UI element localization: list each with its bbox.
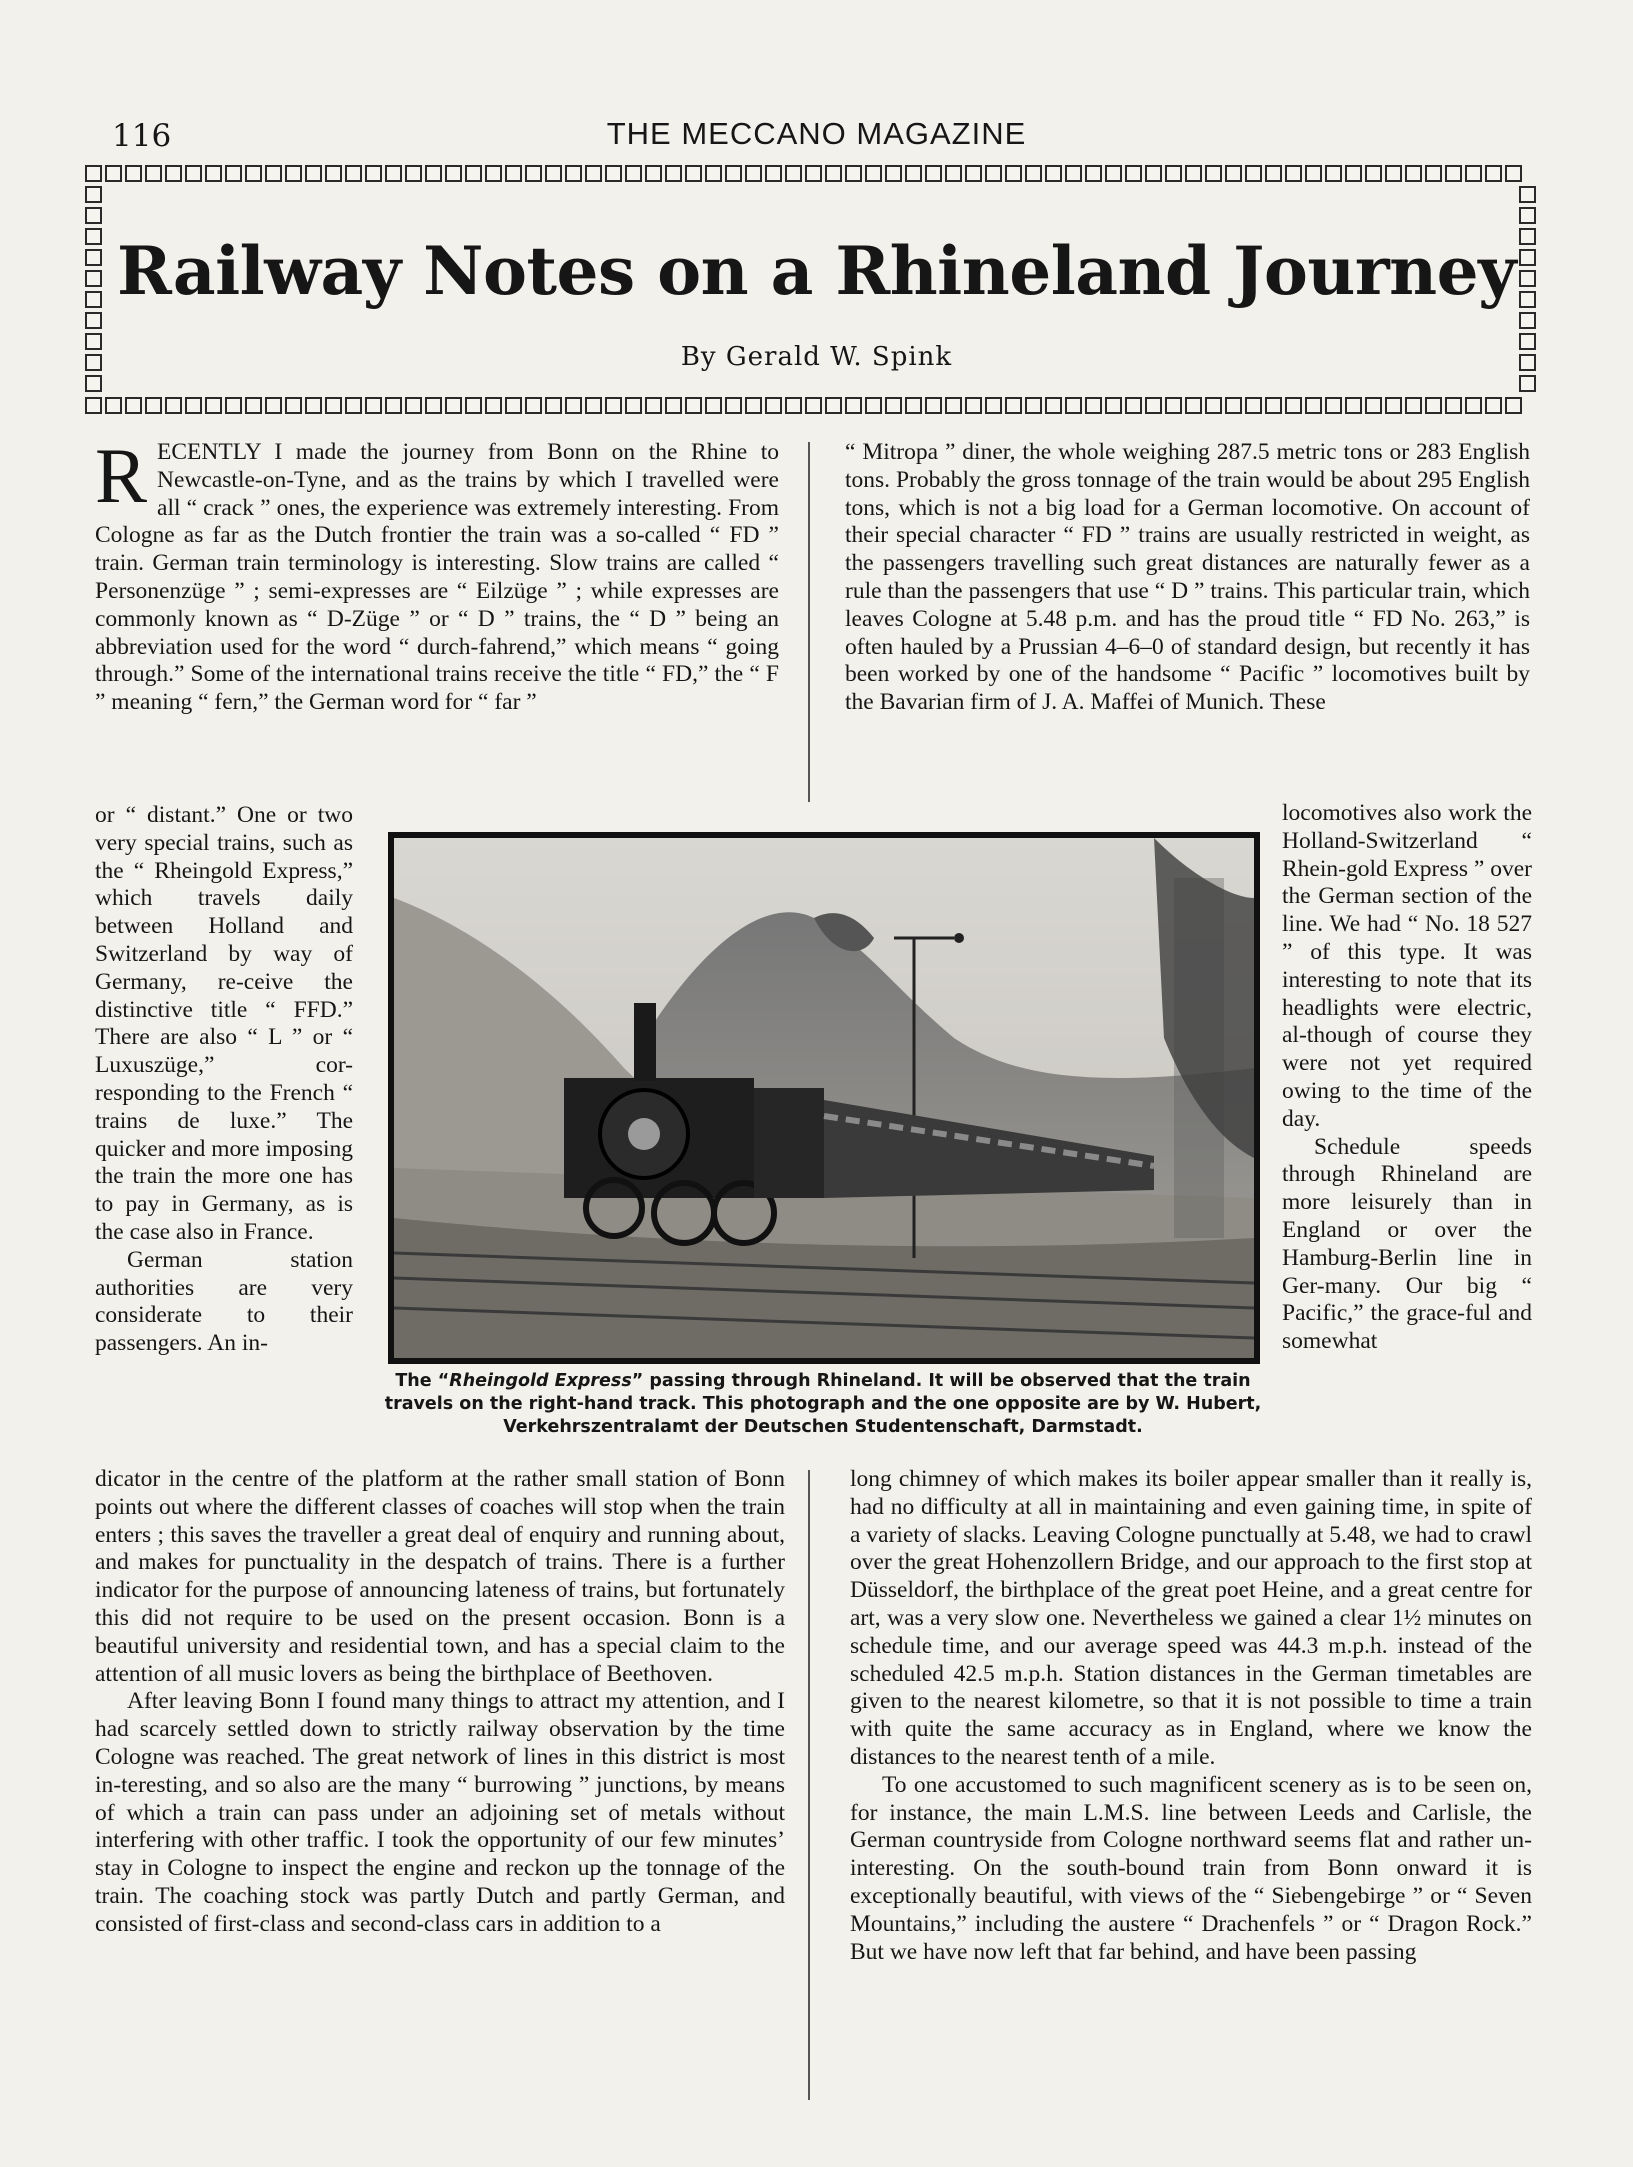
border-box-ornament <box>125 397 142 414</box>
border-box-ornament <box>1025 397 1042 414</box>
border-box-ornament <box>705 165 722 182</box>
border-box-ornament <box>125 165 142 182</box>
border-box-ornament <box>685 165 702 182</box>
column-right-bottom <box>850 1466 1532 1966</box>
train-photograph <box>388 832 1260 1364</box>
border-box-ornament <box>1225 165 1242 182</box>
border-box-ornament <box>1005 397 1022 414</box>
border-box-ornament <box>245 165 262 182</box>
border-box-ornament <box>1085 165 1102 182</box>
caption-text: ” passing through Rhineland. It will be observed that the train travels on the right-hand track. This photograph and the one opposite are by W. Hubert, Verkehrszentralamt der Deutschen Studentenschaft, Darmstadt. <box>384 1371 1262 1437</box>
running-head: THE MECCANO MAGAZINE <box>606 116 1027 151</box>
border-box-ornament <box>1085 397 1102 414</box>
border-box-ornament <box>105 397 122 414</box>
byline: By Gerald W. Spink <box>680 342 953 372</box>
border-box-ornament <box>1505 165 1522 182</box>
border-box-ornament <box>1519 375 1536 392</box>
border-box-ornament <box>1045 165 1062 182</box>
border-box-ornament <box>1425 165 1442 182</box>
column-left-top <box>95 432 779 717</box>
border-box-ornament <box>825 397 842 414</box>
border-box-ornament <box>965 397 982 414</box>
border-box-ornament <box>205 165 222 182</box>
border-box-ornament <box>1285 165 1302 182</box>
border-box-ornament <box>1425 397 1442 414</box>
border-box-ornament <box>1025 165 1042 182</box>
border-box-ornament <box>245 397 262 414</box>
border-box-ornament <box>865 165 882 182</box>
border-box-ornament <box>485 397 502 414</box>
border-box-ornament <box>85 375 102 392</box>
border-box-ornament <box>925 397 942 414</box>
border-box-ornament <box>1205 397 1222 414</box>
photo-caption <box>383 1370 1263 1439</box>
border-box-ornament <box>1505 397 1522 414</box>
page-number: 116 <box>112 118 172 154</box>
border-box-ornament <box>505 397 522 414</box>
paragraph: long chimney of which makes its boiler appear smaller than it really is, had no difficulty at all in maintaining and even gaining time, in spite of a variety of slacks. Leaving Cologne punctually at 5.48, we had to crawl over the great Hohenzollern Bridge, and our approach to the first stop at Düsseldorf, the birthplace of the great poet Heine, and a great centre for art, was a very slow one. Nevertheless we gained a clear 1½ minutes on schedule time, and our average speed was 44.3 m.p.h. instead of the scheduled 42.5 m.p.h. Station distances in the German timetables are given to the nearest kilometre, so that it is not possible to time a train with quite the same accuracy as in England, where we know the distances to the nearest tenth of a mile. <box>850 1466 1532 1770</box>
border-box-ornament <box>1305 165 1322 182</box>
column-right-top <box>845 439 1530 717</box>
border-box-ornament <box>1345 397 1362 414</box>
border-box-ornament <box>945 165 962 182</box>
border-box-ornament <box>585 165 602 182</box>
border-box-ornament <box>1285 397 1302 414</box>
border-box-ornament <box>645 397 662 414</box>
border-box-ornament <box>545 397 562 414</box>
border-box-ornament <box>385 165 402 182</box>
border-box-ornament <box>605 165 622 182</box>
border-box-ornament <box>1145 397 1162 414</box>
border-box-ornament <box>305 397 322 414</box>
border-box-ornament <box>1225 397 1242 414</box>
border-box-ornament <box>85 165 102 182</box>
column-left-narrow <box>95 802 353 1358</box>
border-box-ornament <box>445 397 462 414</box>
border-box-ornament <box>325 165 342 182</box>
border-box-ornament <box>785 397 802 414</box>
border-box-ornament <box>1185 165 1202 182</box>
border-box-ornament <box>285 397 302 414</box>
border-box-ornament <box>1485 165 1502 182</box>
border-box-ornament <box>1465 165 1482 182</box>
border-box-ornament <box>645 165 662 182</box>
border-box-ornament <box>1385 165 1402 182</box>
border-box-ornament <box>1265 397 1282 414</box>
border-box-ornament <box>1265 165 1282 182</box>
border-box-ornament <box>185 165 202 182</box>
border-box-ornament <box>1065 165 1082 182</box>
border-box-ornament <box>445 165 462 182</box>
border-box-ornament <box>325 397 342 414</box>
border-box-ornament <box>345 397 362 414</box>
border-box-ornament <box>145 165 162 182</box>
border-box-ornament <box>665 397 682 414</box>
border-box-ornament <box>945 397 962 414</box>
border-box-ornament <box>1065 397 1082 414</box>
border-box-ornament <box>1125 397 1142 414</box>
border-box-ornament <box>605 397 622 414</box>
border-box-ornament <box>425 397 442 414</box>
border-box-ornament <box>1519 207 1536 224</box>
border-box-ornament <box>865 397 882 414</box>
border-box-ornament <box>85 186 102 203</box>
border-box-ornament <box>1325 397 1342 414</box>
train-photo-illustration <box>394 838 1254 1358</box>
border-box-ornament <box>985 165 1002 182</box>
border-box-ornament <box>725 397 742 414</box>
column-rule-top <box>808 442 810 802</box>
border-box-ornament <box>265 397 282 414</box>
paragraph: Schedule speeds through Rhineland are more leisurely than in England or over the Hamburg-Berlin line in Ger-many. Our big “ Pacific,” the grace-ful and somewhat <box>1282 1133 1532 1355</box>
border-box-ornament <box>585 397 602 414</box>
border-box-ornament <box>385 397 402 414</box>
dropcap: R <box>95 432 148 519</box>
border-box-ornament <box>845 165 862 182</box>
border-box-ornament <box>345 165 362 182</box>
border-box-ornament <box>765 165 782 182</box>
border-box-ornament <box>1165 165 1182 182</box>
border-box-ornament <box>885 165 902 182</box>
border-box-ornament <box>165 397 182 414</box>
border-box-ornament <box>905 165 922 182</box>
border-box-ornament <box>485 165 502 182</box>
border-box-ornament <box>105 165 122 182</box>
border-box-ornament <box>1105 397 1122 414</box>
border-box-ornament <box>1465 397 1482 414</box>
border-box-ornament <box>925 165 942 182</box>
border-box-ornament <box>1445 397 1462 414</box>
border-box-ornament <box>1005 165 1022 182</box>
border-box-ornament <box>1405 397 1422 414</box>
border-box-ornament <box>805 165 822 182</box>
border-box-ornament <box>545 165 562 182</box>
border-box-ornament <box>1385 397 1402 414</box>
border-box-ornament <box>85 207 102 224</box>
border-box-ornament <box>1365 165 1382 182</box>
paragraph: locomotives also work the Holland-Switzerland “ Rhein-gold Express ” over the German section of the line. We had “ No. 18 527 ” of this type. It was interesting to note that its headlights were electric, al-though of course they were not yet required owing to the time of the day. <box>1282 800 1532 1132</box>
border-box-ornament <box>885 397 902 414</box>
border-box-ornament <box>725 165 742 182</box>
border-box-ornament <box>525 165 542 182</box>
column-right-narrow <box>1282 800 1532 1356</box>
paragraph: After leaving Bonn I found many things to attract my attention, and I had scarcely settled down to strictly railway observation by the time Cologne was reached. The great network of lines in this district is most in-teresting, and so also are the many “ burrowing ” junctions, by means of which a train can pass under an adjoining set of metals without interfering with other traffic. I took the opportunity of our few minutes’ stay in Cologne to inspect the engine and reckon up the tonnage of the train. The coaching stock was partly Dutch and partly German, and consisted of first-class and second-class cars in addition to a <box>95 1688 785 1937</box>
caption-train-name: Rheingold Express <box>449 1371 632 1391</box>
paragraph: German station authorities are very considerate to their passengers. An in- <box>95 1246 353 1357</box>
border-box-ornament <box>1045 397 1062 414</box>
border-box-ornament <box>905 397 922 414</box>
border-box-ornament <box>665 165 682 182</box>
border-box-ornament <box>1445 165 1462 182</box>
border-box-ornament <box>625 397 642 414</box>
border-box-ornament <box>85 397 102 414</box>
border-box-ornament <box>1305 397 1322 414</box>
border-box-ornament <box>225 165 242 182</box>
border-box-ornament <box>1405 165 1422 182</box>
border-box-ornament <box>745 397 762 414</box>
border-box-ornament <box>1345 165 1362 182</box>
border-box-ornament <box>225 397 242 414</box>
border-box-ornament <box>365 165 382 182</box>
border-box-ornament <box>265 165 282 182</box>
paragraph: To one accustomed to such magnificent scenery as is to be seen on, for instance, the main L.M.S. line between Leeds and Carlisle, the German countryside from Cologne northward seems flat and rather un-interesting. On the south-bound train from Bonn onward it is exceptionally beautiful, with views of the “ Siebengebirge ” or “ Seven Mountains,” including the austere “ Drachenfels ” or “ Dragon Rock.” But we have now left that far behind, and have been passing <box>850 1771 1532 1965</box>
border-box-ornament <box>185 397 202 414</box>
border-box-ornament <box>565 397 582 414</box>
border-box-ornament <box>1519 186 1536 203</box>
border-box-ornament <box>1485 397 1502 414</box>
border-box-ornament <box>1165 397 1182 414</box>
caption-text: The “ <box>395 1371 450 1391</box>
border-box-ornament <box>625 165 642 182</box>
border-box-ornament <box>525 397 542 414</box>
border-box-ornament <box>1205 165 1222 182</box>
border-box-ornament <box>425 165 442 182</box>
border-box-ornament <box>1245 397 1262 414</box>
border-box-ornament <box>285 165 302 182</box>
paragraph: ECENTLY I made the journey from Bonn on the Rhine to Newcastle-on-Tyne, and as the trains by which I travelled were all “ crack ” ones, the experience was extremely interesting. From Cologne as far as the Dutch frontier the train was a so-called “ FD ” train. German train terminology is interesting. Slow trains are called “ Personenzüge ” ; semi-expresses are “ Eilzüge ” ; while expresses are commonly known as “ D-Züge ” or “ D ” trains, the “ D ” being an abbreviation used for the word “ durch-fahrend,” which means “ going through.” Some of the international trains receive the title “ FD,” the “ F ” meaning “ fern,” the German word for “ far ” <box>95 439 779 716</box>
border-box-ornament <box>145 397 162 414</box>
border-box-ornament <box>845 397 862 414</box>
border-box-ornament <box>785 165 802 182</box>
border-box-ornament <box>505 165 522 182</box>
border-box-ornament <box>1185 397 1202 414</box>
border-box-ornament <box>405 165 422 182</box>
border-box-ornament <box>205 397 222 414</box>
border-box-ornament <box>1125 165 1142 182</box>
border-box-ornament <box>965 165 982 182</box>
border-box-ornament <box>365 397 382 414</box>
border-box-ornament <box>465 165 482 182</box>
article-title: Railway Notes on a Rhineland Journey <box>116 232 1517 310</box>
border-box-ornament <box>745 165 762 182</box>
border-box-ornament <box>985 397 1002 414</box>
border-box-ornament <box>305 165 322 182</box>
border-box-ornament <box>685 397 702 414</box>
border-box-ornament <box>705 397 722 414</box>
border-box-ornament <box>1519 312 1536 329</box>
border-box-ornament <box>1325 165 1342 182</box>
column-left-bottom <box>95 1466 785 1939</box>
column-rule-bottom <box>808 1470 810 2100</box>
border-box-ornament <box>465 397 482 414</box>
border-box-ornament <box>85 312 102 329</box>
border-box-ornament <box>1245 165 1262 182</box>
paragraph: or “ distant.” One or two very special trains, such as the “ Rheingold Express,” which travels daily between Holland and Switzerland by way of Germany, re-ceive the distinctive title “ FFD.” There are also “ L ” or “ Luxuszüge,” cor-responding to the French “ trains de luxe.” The quicker and more imposing the train the more one has to pay in Germany, as is the case also in France. <box>95 802 353 1245</box>
border-box-ornament <box>1365 397 1382 414</box>
paragraph: dicator in the centre of the platform at the rather small station of Bonn points out where the different classes of coaches will stop when the train enters ; this saves the traveller a great deal of enquiry and running about, and makes for punctuality in the despatch of trains. There is a further indicator for the purpose of announcing lateness of trains, but fortunately this did not require to be used on the present occasion. Bonn is a beautiful university and residential town, and has a special claim to the attention of all music lovers as being the birthplace of Beethoven. <box>95 1466 785 1687</box>
border-box-ornament <box>1145 165 1162 182</box>
paragraph: “ Mitropa ” diner, the whole weighing 287.5 metric tons or 283 English tons. Probably the gross tonnage of the train would be about 295 English tons, which is not a big load for a German locomotive. On account of their special character “ FD ” trains are usually restricted in weight, as the passengers travelling such great distances are naturally fewer as a rule than the passengers that use “ D ” trains. This particular train, which leaves Cologne at 5.48 p.m. and has the proud title “ FD No. 263,” is often hauled by a Prussian 4–6–0 of standard design, but recently it has been worked by one of the handsome “ Pacific ” locomotives built by the Bavarian firm of J. A. Maffei of Munich. These <box>845 439 1530 716</box>
border-box-ornament <box>565 165 582 182</box>
border-box-ornament <box>825 165 842 182</box>
border-box-ornament <box>165 165 182 182</box>
border-box-ornament <box>1105 165 1122 182</box>
border-box-ornament <box>805 397 822 414</box>
border-box-ornament <box>765 397 782 414</box>
border-box-ornament <box>405 397 422 414</box>
